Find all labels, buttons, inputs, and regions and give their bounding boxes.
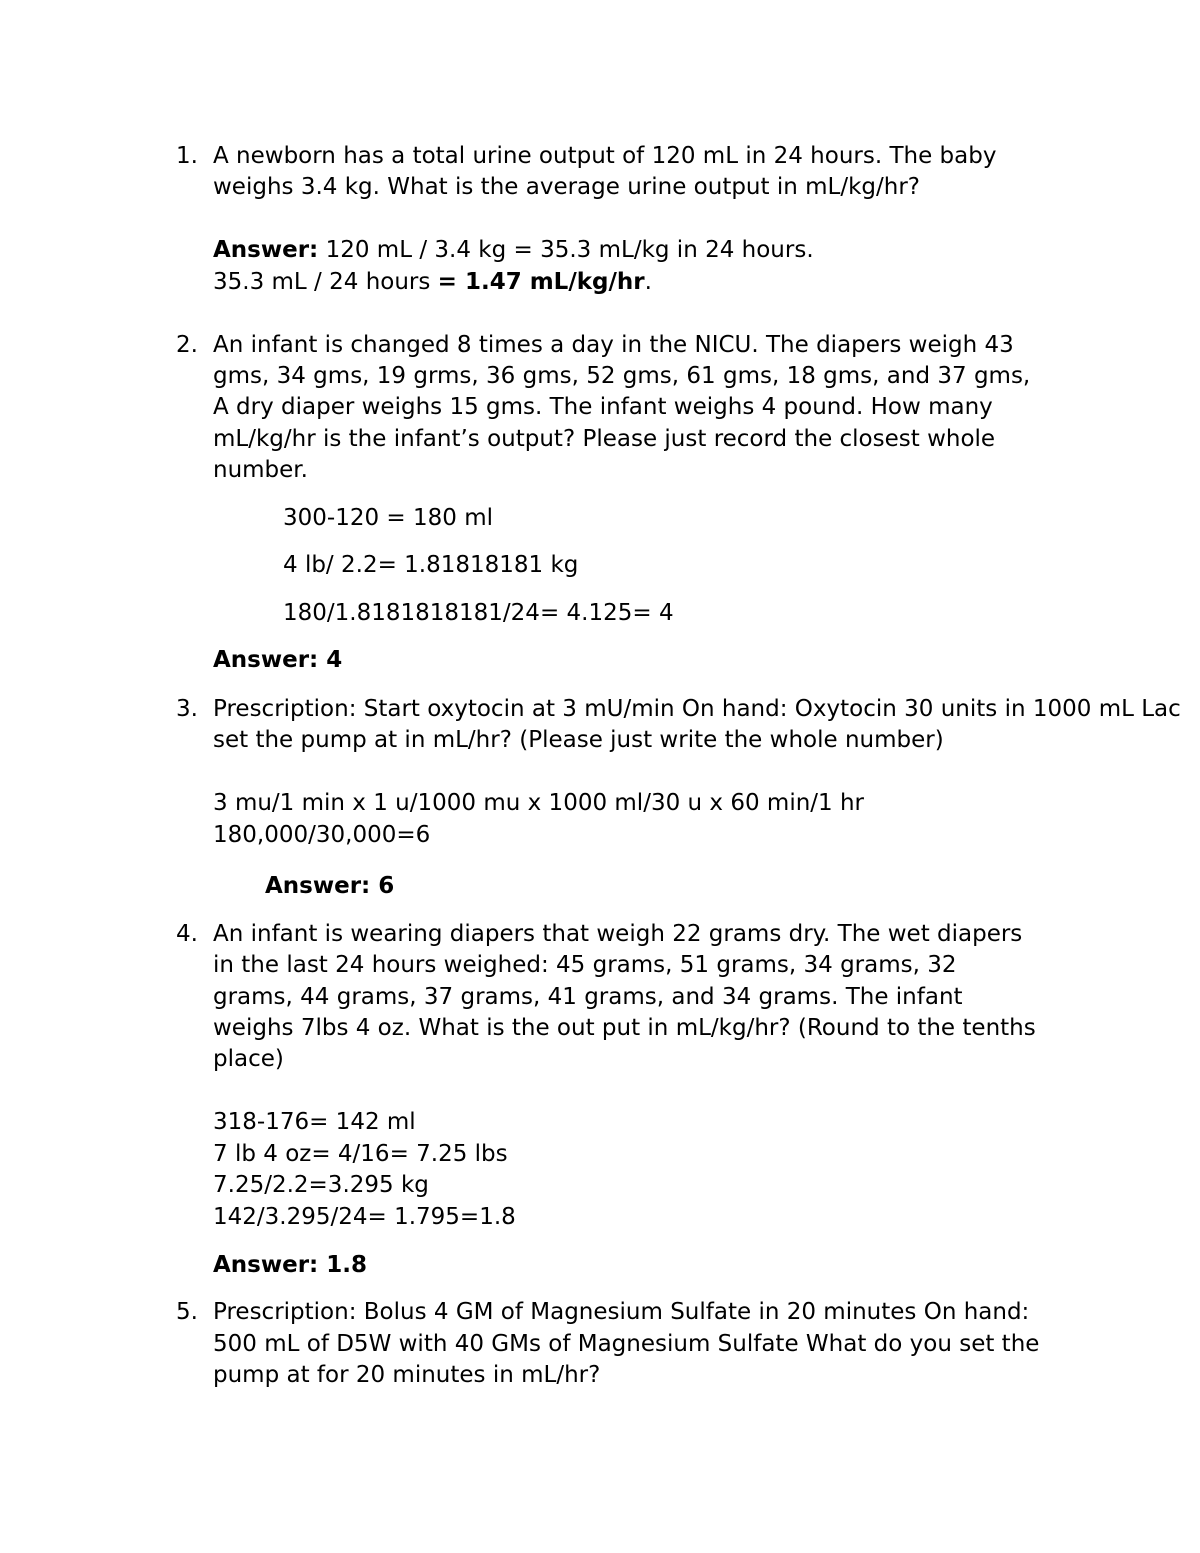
question-number: 3. xyxy=(176,696,198,722)
answer-line xyxy=(213,235,814,265)
question-text-line: gms, 34 gms, 19 grms, 36 gms, 52 gms, 61 gms, 18 gms, and 37 gms, xyxy=(213,363,1031,389)
question-number: 2. xyxy=(176,332,198,358)
question-text-line: number. xyxy=(213,457,308,483)
answer-text: 35.3 mL / 24 hours xyxy=(213,269,438,295)
work-line: 7 lb 4 oz= 4/16= 7.25 lbs xyxy=(213,1141,508,1167)
question-text-line: set the pump at in mL/hr? (Please just write the whole number) xyxy=(213,727,944,753)
answer-text: . xyxy=(644,269,652,295)
question-number: 5. xyxy=(176,1299,198,1325)
answer-value: = 1.47 mL/kg/hr xyxy=(437,269,645,295)
answer-text: 120 mL / 3.4 kg = 35.3 mL/kg in 24 hours. xyxy=(318,237,814,263)
answer-label: Answer: xyxy=(213,237,319,263)
question-text-line: A newborn has a total urine output of 120 mL in 24 hours. The baby xyxy=(213,143,997,169)
answer-line: Answer: 1.8 xyxy=(213,1252,368,1278)
question-text-line: place) xyxy=(213,1046,284,1072)
work-line: 4 lb/ 2.2= 1.81818181 kg xyxy=(283,552,579,578)
question-text-line: weighs 7lbs 4 oz. What is the out put in mL/kg/hr? (Round to the tenths xyxy=(213,1015,1036,1041)
answer-line xyxy=(213,267,652,297)
work-line: 3 mu/1 min x 1 u/1000 mu x 1000 ml/30 u x 60 min/1 hr xyxy=(213,790,865,816)
question-text-line: An infant is changed 8 times a day in the NICU. The diapers weigh 43 xyxy=(213,332,1014,358)
work-line: 300-120 = 180 ml xyxy=(283,505,493,531)
question-text-line: 500 mL of D5W with 40 GMs of Magnesium Sulfate What do you set the xyxy=(213,1331,1040,1357)
question-text-line: in the last 24 hours weighed: 45 grams, 51 grams, 34 grams, 32 xyxy=(213,952,957,978)
work-line: 142/3.295/24= 1.795=1.8 xyxy=(213,1204,516,1230)
question-text-line: A dry diaper weighs 15 gms. The infant weighs 4 pound. How many xyxy=(213,394,993,420)
question-text-line: weighs 3.4 kg. What is the average urine output in mL/kg/hr? xyxy=(213,174,920,200)
question-text-line: grams, 44 grams, 37 grams, 41 grams, and 34 grams. The infant xyxy=(213,984,963,1010)
question-text-line: mL/kg/hr is the infant’s output? Please just record the closest whole xyxy=(213,426,996,452)
answer-line: Answer: 4 xyxy=(213,647,343,673)
question-text-line: pump at for 20 minutes in mL/hr? xyxy=(213,1362,601,1388)
question-text-line: An infant is wearing diapers that weigh 22 grams dry. The wet diapers xyxy=(213,921,1023,947)
question-text-line: Prescription: Start oxytocin at 3 mU/min On hand: Oxytocin 30 units in 1000 mL Lac xyxy=(213,696,1181,722)
question-text-line: Prescription: Bolus 4 GM of Magnesium Sulfate in 20 minutes On hand: xyxy=(213,1299,1030,1325)
work-line: 7.25/2.2=3.295 kg xyxy=(213,1172,429,1198)
question-number: 4. xyxy=(176,921,198,947)
answer-line: Answer: 6 xyxy=(265,873,395,899)
work-line: 180,000/30,000=6 xyxy=(213,822,431,848)
question-number: 1. xyxy=(176,143,198,169)
work-line: 180/1.8181818181/24= 4.125= 4 xyxy=(283,600,674,626)
work-line: 318-176= 142 ml xyxy=(213,1109,416,1135)
